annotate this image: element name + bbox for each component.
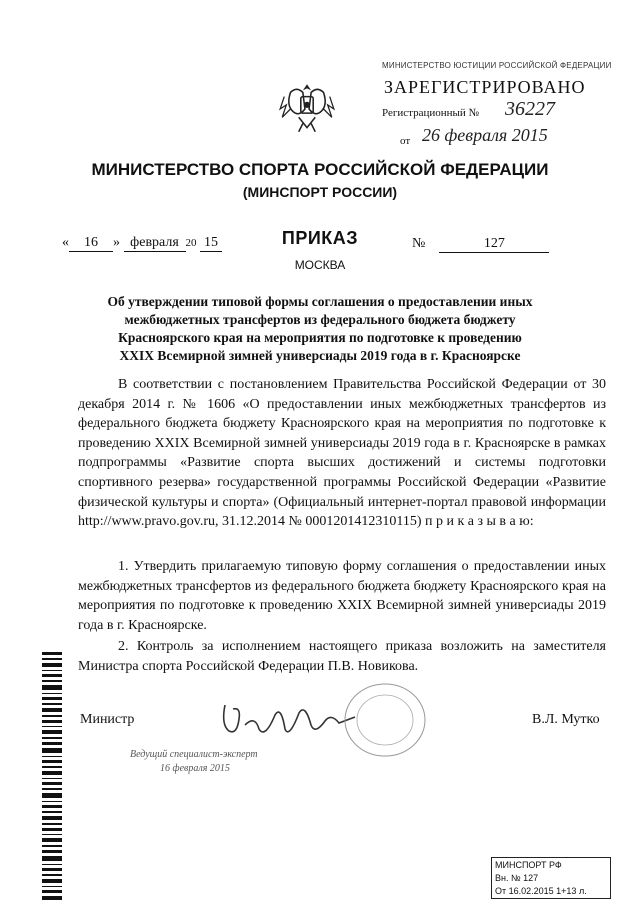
order-city: МОСКВА <box>294 258 346 272</box>
signatory-title: Министр <box>80 712 135 727</box>
official-seal-stamp <box>340 680 430 760</box>
body-paragraph-item-1: 1. Утвердить прилагаемую типовую форму соглашения о предоставлении иных межбюджетных трансфертов из федерального бюджета бюджету Красноярского края на мероприятия по подготовке к проведению XXIX Всемирной зимней универсиады 2019 года в г. Красноярске. <box>78 559 606 633</box>
handwritten-note-line-1: Ведущий специалист-эксперт <box>130 749 258 760</box>
stamp-date-label: от <box>400 135 411 147</box>
order-date-year: 15 <box>200 235 222 252</box>
ministry-name: МИНИСТЕРСТВО СПОРТА РОССИЙСКОЙ ФЕДЕРАЦИИ <box>91 160 549 179</box>
stamp-title: ЗАРЕГИСТРИРОВАНО <box>384 77 586 97</box>
stamp-reg-date: 26 февраля 2015 <box>422 125 548 145</box>
ministry-short-name: (МИНСПОРТ РОССИИ) <box>242 184 398 200</box>
order-date-month: февраля <box>124 235 186 252</box>
signatory-name: В.Л. Мутко <box>532 712 600 727</box>
order-title: ПРИКАЗ <box>281 228 359 248</box>
stamp-reg-label: Регистрационный № <box>382 107 480 119</box>
coat-of-arms-emblem <box>276 78 338 140</box>
internal-registration-box <box>491 857 611 899</box>
order-heading: Об утверждении типовой формы соглашения о предоставлении иных межбюджетных трансфертов из федерального бюджета бюджету Красноярского края на мероприятия по подготовке к проведению XXIX Всемирной зимней универсиады 2019 года в г. Красноярске <box>107 294 533 363</box>
handwritten-note-line-2: 16 февраля 2015 <box>160 763 230 774</box>
body-paragraph-main: В соответствии с постановлением Правительства Российской Федерации от 30 декабря 2014 г. № 1606 «О предоставлении иных межбюджетных трансфертов из федерального бюджета бюджету Красноярского края на мероприятия по подготовке к проведению XXIX Всемирной зимней универсиады 2019 года в г. Красноярске в рамках подпрограммы «Развитие спорта высших достижений и системы подготовки спортивного резерва» государственной программы Российской Федерации «Развитие физической культуры и спорта» (Официальный интернет-портал правовой информации http://www.pravo.gov.ru, 31.12.2014 № 0001201412310115) п р и к а з ы в а ю: <box>78 377 606 530</box>
order-number-value: 127 <box>439 236 549 253</box>
stamp-ministry: МИНИСТЕРСТВО ЮСТИЦИИ РОССИЙСКОЙ ФЕДЕРАЦИИ <box>382 61 612 70</box>
registration-stamp <box>370 55 612 155</box>
body-paragraph-item-2: 2. Контроль за исполнением настоящего приказа возложить на заместителя Министра спорта Российской Федерации П.В. Новикова. <box>78 639 606 674</box>
handwritten-note <box>130 748 258 776</box>
reg-box-line-1: МИНСПОРТ РФ <box>495 860 562 870</box>
stamp-reg-number: 36227 <box>505 98 555 120</box>
reg-box-line-3: От 16.02.2015 1+13 л. <box>495 886 587 896</box>
order-date-day: 16 <box>69 235 113 252</box>
barcode-strip <box>42 652 62 902</box>
order-date-year-prefix: 20 <box>185 237 197 249</box>
order-number <box>412 236 549 253</box>
order-date: « 16 » февраля 20 15 <box>62 235 222 252</box>
order-number-label: № <box>412 236 426 251</box>
reg-box-line-2: Вн. № 127 <box>495 873 539 883</box>
